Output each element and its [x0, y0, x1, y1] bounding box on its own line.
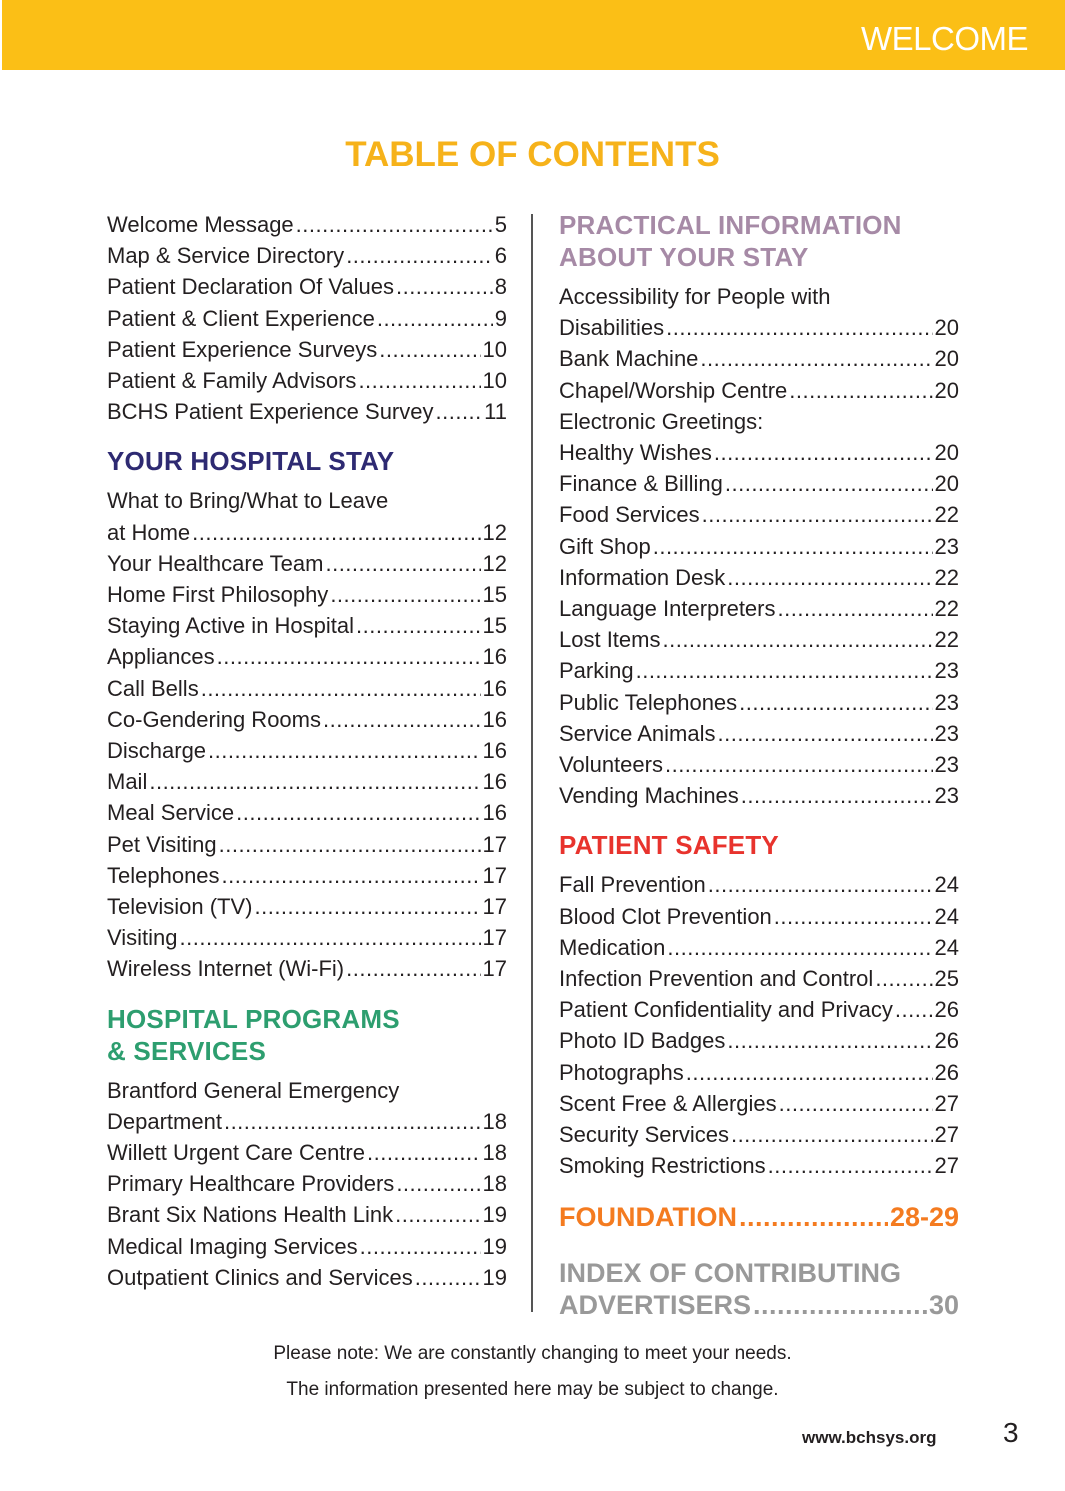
toc-entry-page: 9: [494, 305, 507, 331]
leader-dots: [662, 624, 932, 655]
toc-entry-label: Gift Shop: [559, 533, 651, 559]
toc-entry[interactable]: [559, 468, 959, 499]
toc-entry-page: 23: [934, 783, 959, 809]
toc-entry-page: 11: [484, 399, 507, 425]
toc-entry[interactable]: [559, 499, 959, 530]
toc-entry[interactable]: [107, 922, 507, 953]
toc-entry-label: BCHS Patient Experience Survey: [107, 399, 434, 425]
toc-entry-label: Mail: [107, 769, 148, 795]
leader-dots: [224, 1106, 481, 1137]
leader-dots: [727, 1025, 932, 1056]
toc-entry-label: Finance & Billing: [559, 471, 723, 497]
toc-entry[interactable]: [107, 303, 507, 334]
toc-entry-label: Meal Service: [107, 800, 235, 826]
toc-entry-page: 15: [482, 582, 507, 608]
leader-dots: [396, 1168, 480, 1199]
toc-entry-label: Appliances: [107, 644, 215, 670]
leader-dots: [778, 593, 933, 624]
leader-dots: [208, 735, 480, 766]
leader-dots: [666, 312, 932, 343]
toc-entry-label: Brant Six Nations Health Link: [107, 1202, 394, 1228]
toc-entry-label: Department: [107, 1108, 222, 1134]
leader-dots: [236, 797, 480, 828]
toc-entry-label: Scent Free & Allergies: [559, 1090, 777, 1116]
toc-entry-page: 22: [934, 627, 959, 653]
toc-entry-label: Wireless Internet (Wi-Fi): [107, 956, 345, 982]
toc-entry-page: 19: [482, 1233, 507, 1259]
toc-entry-page: 22: [934, 502, 959, 528]
toc-entry-page: 22: [934, 596, 959, 622]
toc-entry-page: 15: [482, 613, 507, 639]
toc-entry[interactable]: [559, 375, 959, 406]
index-entry[interactable]: [559, 1257, 959, 1321]
toc-entry-label: Language Interpreters: [559, 596, 776, 622]
leader-dots: [367, 1137, 481, 1168]
toc-entry-label: Patient Declaration Of Values: [107, 274, 394, 300]
left-column: [107, 209, 507, 1293]
toc-entry[interactable]: [107, 641, 507, 672]
foundation-page: 28-29: [889, 1202, 959, 1233]
toc-entry[interactable]: [107, 610, 507, 641]
toc-entry-label: Map & Service Directory: [107, 243, 345, 269]
toc-entry-label: Willett Urgent Care Centre: [107, 1140, 365, 1166]
toc-entry-page: 26: [934, 1028, 959, 1054]
leader-dots: [739, 687, 932, 718]
toc-entry-label: Welcome Message: [107, 212, 294, 237]
toc-entry-label: Food Services: [559, 502, 700, 528]
toc-entry[interactable]: [559, 1119, 959, 1150]
toc-entry-label-line1: Brantford General Emergency: [107, 1077, 400, 1103]
leader-dots: [665, 749, 933, 780]
toc-entry[interactable]: [107, 673, 507, 704]
toc-entry-label: Bank Machine: [559, 346, 699, 372]
toc-entry[interactable]: [107, 485, 507, 547]
toc-entry-label: Visiting: [107, 925, 178, 951]
toc-entry-page: 12: [482, 519, 507, 545]
toc-entry[interactable]: [559, 963, 959, 994]
toc-entry-page: 10: [482, 368, 507, 394]
toc-entry-page: 16: [482, 800, 507, 826]
leader-dots: [636, 655, 933, 686]
toc-entry[interactable]: [107, 365, 507, 396]
toc-entry[interactable]: [107, 860, 507, 891]
leader-dots: [395, 1199, 480, 1230]
toc-entry[interactable]: [107, 891, 507, 922]
leader-dots: [296, 209, 493, 240]
toc-entry[interactable]: [107, 209, 507, 240]
toc-entry-label: Photo ID Badges: [559, 1028, 726, 1054]
toc-entry[interactable]: [107, 1231, 507, 1262]
toc-entry-label: Primary Healthcare Providers: [107, 1171, 395, 1197]
toc-entry-label: Patient Experience Surveys: [107, 336, 378, 362]
toc-entry-page: 23: [934, 752, 959, 778]
programs-heading-line2: & SERVICES: [107, 1035, 267, 1066]
leader-dots: [779, 1088, 933, 1119]
toc-entry[interactable]: [559, 749, 959, 780]
programs-section: [107, 1075, 507, 1293]
leader-dots: [201, 673, 481, 704]
toc-entry[interactable]: [107, 240, 507, 271]
toc-entry-page: 26: [934, 997, 959, 1023]
toc-entry-page: 16: [482, 675, 507, 701]
toc-entry-label: Parking: [559, 658, 634, 684]
toc-entry[interactable]: [559, 655, 959, 686]
toc-entry-label: at Home: [107, 519, 191, 545]
toc-entry-page: 10: [482, 336, 507, 362]
toc-entry-label: Patient Confidentiality and Privacy: [559, 997, 893, 1023]
leader-dots: [346, 953, 480, 984]
toc-entry-label: Television (TV): [107, 894, 253, 920]
toc-entry-page: 25: [934, 966, 959, 992]
toc-entry-label: Home First Philosophy: [107, 582, 329, 608]
toc-entry[interactable]: [559, 1057, 959, 1088]
programs-heading-line1: HOSPITAL PROGRAMS: [107, 1003, 400, 1034]
toc-entry[interactable]: [559, 1025, 959, 1056]
toc-entry-page: 17: [482, 956, 507, 982]
toc-entry-label-line1: Electronic Greetings:: [559, 408, 764, 434]
toc-entry-label: Security Services: [559, 1122, 729, 1148]
toc-entry[interactable]: [559, 624, 959, 655]
leader-dots: [149, 766, 480, 797]
toc-entry-label: Co-Gendering Rooms: [107, 706, 321, 732]
leader-dots: [325, 548, 480, 579]
toc-entry-page: 26: [934, 1059, 959, 1085]
toc-entry-label: Telephones: [107, 862, 220, 888]
toc-entry[interactable]: [559, 531, 959, 562]
leader-dots: [180, 922, 481, 953]
toc-entry[interactable]: [559, 281, 959, 343]
toc-entry-page: 16: [482, 644, 507, 670]
toc-entry[interactable]: [107, 829, 507, 860]
toc-entry[interactable]: [107, 396, 507, 427]
toc-entry-label: Healthy Wishes: [559, 440, 712, 466]
toc-entry[interactable]: [559, 869, 959, 900]
toc-entry-label-line1: What to Bring/What to Leave: [107, 488, 389, 514]
toc-entry[interactable]: [107, 797, 507, 828]
toc-entry-page: 18: [482, 1171, 507, 1197]
page-title: TABLE OF CONTENTS: [345, 135, 720, 174]
toc-entry[interactable]: [107, 579, 507, 610]
leader-dots: [222, 860, 481, 891]
toc-entry-label: Staying Active in Hospital: [107, 613, 355, 639]
toc-entry-page: 27: [934, 1122, 959, 1148]
toc-entry-page: 23: [934, 658, 959, 684]
leader-dots: [346, 240, 493, 271]
leader-dots: [768, 1150, 933, 1181]
practical-heading-line2: ABOUT YOUR STAY: [559, 242, 809, 272]
toc-entry[interactable]: [559, 901, 959, 932]
leader-dots: [739, 1201, 888, 1233]
toc-entry[interactable]: [559, 687, 959, 718]
right-column: [559, 209, 959, 1321]
toc-entry-label: Photographs: [559, 1059, 684, 1085]
toc-entry[interactable]: [107, 271, 507, 302]
toc-entry[interactable]: [559, 343, 959, 374]
leader-dots: [741, 780, 933, 811]
toc-entry[interactable]: [559, 593, 959, 624]
toc-entry[interactable]: [107, 766, 507, 797]
toc-entry-page: 17: [482, 925, 507, 951]
page-number: 3: [1003, 1417, 1019, 1448]
toc-entry-page: 16: [482, 738, 507, 764]
column-divider: [531, 214, 533, 1312]
leader-dots: [708, 869, 933, 900]
leader-dots: [360, 1231, 481, 1262]
toc-entry-page: 20: [934, 471, 959, 497]
toc-entry[interactable]: [107, 1168, 507, 1199]
toc-entry-page: 6: [494, 243, 507, 269]
leader-dots: [727, 562, 932, 593]
toc-entry-label: Call Bells: [107, 675, 199, 701]
toc-entry-page: 16: [482, 706, 507, 732]
leader-dots: [379, 334, 480, 365]
toc-entry-label: Vending Machines: [559, 783, 739, 809]
toc-entry[interactable]: [559, 718, 959, 749]
hospital-stay-heading: YOUR HOSPITAL STAY: [107, 446, 395, 477]
toc-entry-page: 23: [934, 689, 959, 715]
toc-entry[interactable]: [107, 334, 507, 365]
toc-entry-label: Blood Clot Prevention: [559, 903, 772, 929]
website-link[interactable]: www.bchsys.org: [802, 1428, 937, 1447]
leader-dots: [714, 437, 933, 468]
toc-entry[interactable]: [107, 735, 507, 766]
toc-entry[interactable]: [107, 1137, 507, 1168]
practical-section: [559, 281, 959, 811]
toc-entry-label: Information Desk: [559, 564, 726, 590]
header-banner: [2, 0, 1065, 70]
index-label-line1: INDEX OF CONTRIBUTING: [559, 1258, 901, 1289]
toc-entry-label: Lost Items: [559, 627, 661, 653]
toc-entry[interactable]: [107, 1199, 507, 1230]
leader-dots: [356, 610, 480, 641]
toc-entry-page: 24: [934, 872, 959, 898]
toc-entry-page: 24: [934, 934, 959, 960]
toc-entry-page: 27: [934, 1090, 959, 1116]
leader-dots: [192, 517, 480, 548]
section-label: WELCOME: [860, 20, 1028, 57]
programs-heading: [107, 1003, 507, 1067]
toc-entry-label: Pet Visiting: [107, 831, 217, 857]
patient-safety-heading: PATIENT SAFETY: [559, 830, 779, 861]
toc-entry-label: Medication: [559, 934, 666, 960]
toc-entry-label: Infection Prevention and Control: [559, 966, 874, 992]
leader-dots: [718, 718, 933, 749]
leader-dots: [725, 468, 933, 499]
toc-entry-label: Discharge: [107, 738, 207, 764]
toc-entry-page: 16: [482, 769, 507, 795]
toc-entry-label: Disabilities: [559, 315, 665, 341]
toc-entry-label: Service Animals: [559, 720, 716, 746]
toc-entry[interactable]: [559, 1150, 959, 1181]
leader-dots: [774, 901, 933, 932]
toc-entry[interactable]: [559, 932, 959, 963]
toc-entry-label: Your Healthcare Team: [107, 550, 324, 576]
toc-entry-label: Public Telephones: [559, 689, 738, 715]
toc-entry-page: 17: [482, 862, 507, 888]
leader-dots: [753, 1289, 927, 1321]
leader-dots: [653, 531, 933, 562]
leader-dots: [330, 579, 480, 610]
toc-entry-page: 18: [482, 1108, 507, 1134]
footer-note-line1: Please note: We are constantly changing to meet your needs.: [273, 1343, 792, 1364]
toc-entry[interactable]: [107, 953, 507, 984]
leader-dots: [254, 891, 480, 922]
toc-entry-page: 20: [934, 315, 959, 341]
toc-entry-page: 12: [482, 550, 507, 576]
toc-entry-label: Volunteers: [559, 752, 663, 778]
toc-entry-label: Chapel/Worship Centre: [559, 377, 788, 403]
leader-dots: [702, 499, 933, 530]
toc-entry-label: Patient & Family Advisors: [107, 368, 357, 394]
leader-dots: [731, 1119, 933, 1150]
intro-section: [107, 209, 507, 427]
toc-entry-label-line1: Accessibility for People with: [559, 284, 831, 309]
toc-entry-label: Patient & Client Experience: [107, 305, 375, 331]
leader-dots: [358, 365, 480, 396]
toc-entry-page: 5: [494, 212, 507, 237]
toc-entry[interactable]: [107, 1262, 507, 1293]
practical-heading: [559, 209, 959, 273]
toc-entry-page: 18: [482, 1140, 507, 1166]
hospital-stay-section: [107, 485, 507, 984]
toc-entry-page: 19: [482, 1264, 507, 1290]
index-page: 30: [928, 1290, 959, 1321]
toc-entry-label: Fall Prevention: [559, 872, 706, 898]
leader-dots: [415, 1262, 481, 1293]
toc-entry[interactable]: [107, 1075, 507, 1137]
leader-dots: [219, 829, 481, 860]
leader-dots: [700, 343, 932, 374]
toc-entry-page: 22: [934, 564, 959, 590]
leader-dots: [875, 963, 932, 994]
practical-heading-line1: PRACTICAL INFORMATION: [559, 210, 902, 240]
toc-entry-page: 27: [934, 1153, 959, 1179]
toc-entry[interactable]: [559, 780, 959, 811]
foundation-label: FOUNDATION: [559, 1202, 737, 1233]
toc-entry[interactable]: [559, 994, 959, 1025]
leader-dots: [377, 303, 493, 334]
toc-entry-label: Outpatient Clinics and Services: [107, 1264, 413, 1290]
toc-entry-page: 19: [482, 1202, 507, 1228]
toc-entry[interactable]: [559, 406, 959, 468]
toc-entry-label: Medical Imaging Services: [107, 1233, 358, 1259]
leader-dots: [686, 1057, 933, 1088]
toc-entry-page: 23: [934, 720, 959, 746]
toc-entry-page: 24: [934, 903, 959, 929]
toc-entry[interactable]: [107, 704, 507, 735]
leader-dots: [789, 375, 932, 406]
leader-dots: [436, 396, 483, 427]
toc-entry-page: 20: [934, 346, 959, 372]
toc-entry-label: Smoking Restrictions: [559, 1153, 766, 1179]
leader-dots: [396, 271, 493, 302]
leader-dots: [217, 641, 481, 672]
patient-safety-section: [559, 869, 959, 1181]
footer-note-line2: The information presented here may be subject to change.: [286, 1379, 779, 1400]
toc-entry-page: 20: [934, 440, 959, 466]
toc-entry-page: 20: [934, 377, 959, 403]
toc-entry[interactable]: [107, 548, 507, 579]
leader-dots: [323, 704, 481, 735]
leader-dots: [895, 994, 933, 1025]
toc-entry[interactable]: [559, 562, 959, 593]
toc-entry-page: 8: [494, 274, 507, 300]
toc-entry-page: 17: [482, 894, 507, 920]
leader-dots: [667, 932, 932, 963]
foundation-entry[interactable]: [559, 1201, 959, 1233]
toc-entry-page: 17: [482, 831, 507, 857]
toc-entry[interactable]: [559, 1088, 959, 1119]
index-label-line2: ADVERTISERS: [559, 1290, 752, 1321]
toc-entry-page: 23: [934, 533, 959, 559]
